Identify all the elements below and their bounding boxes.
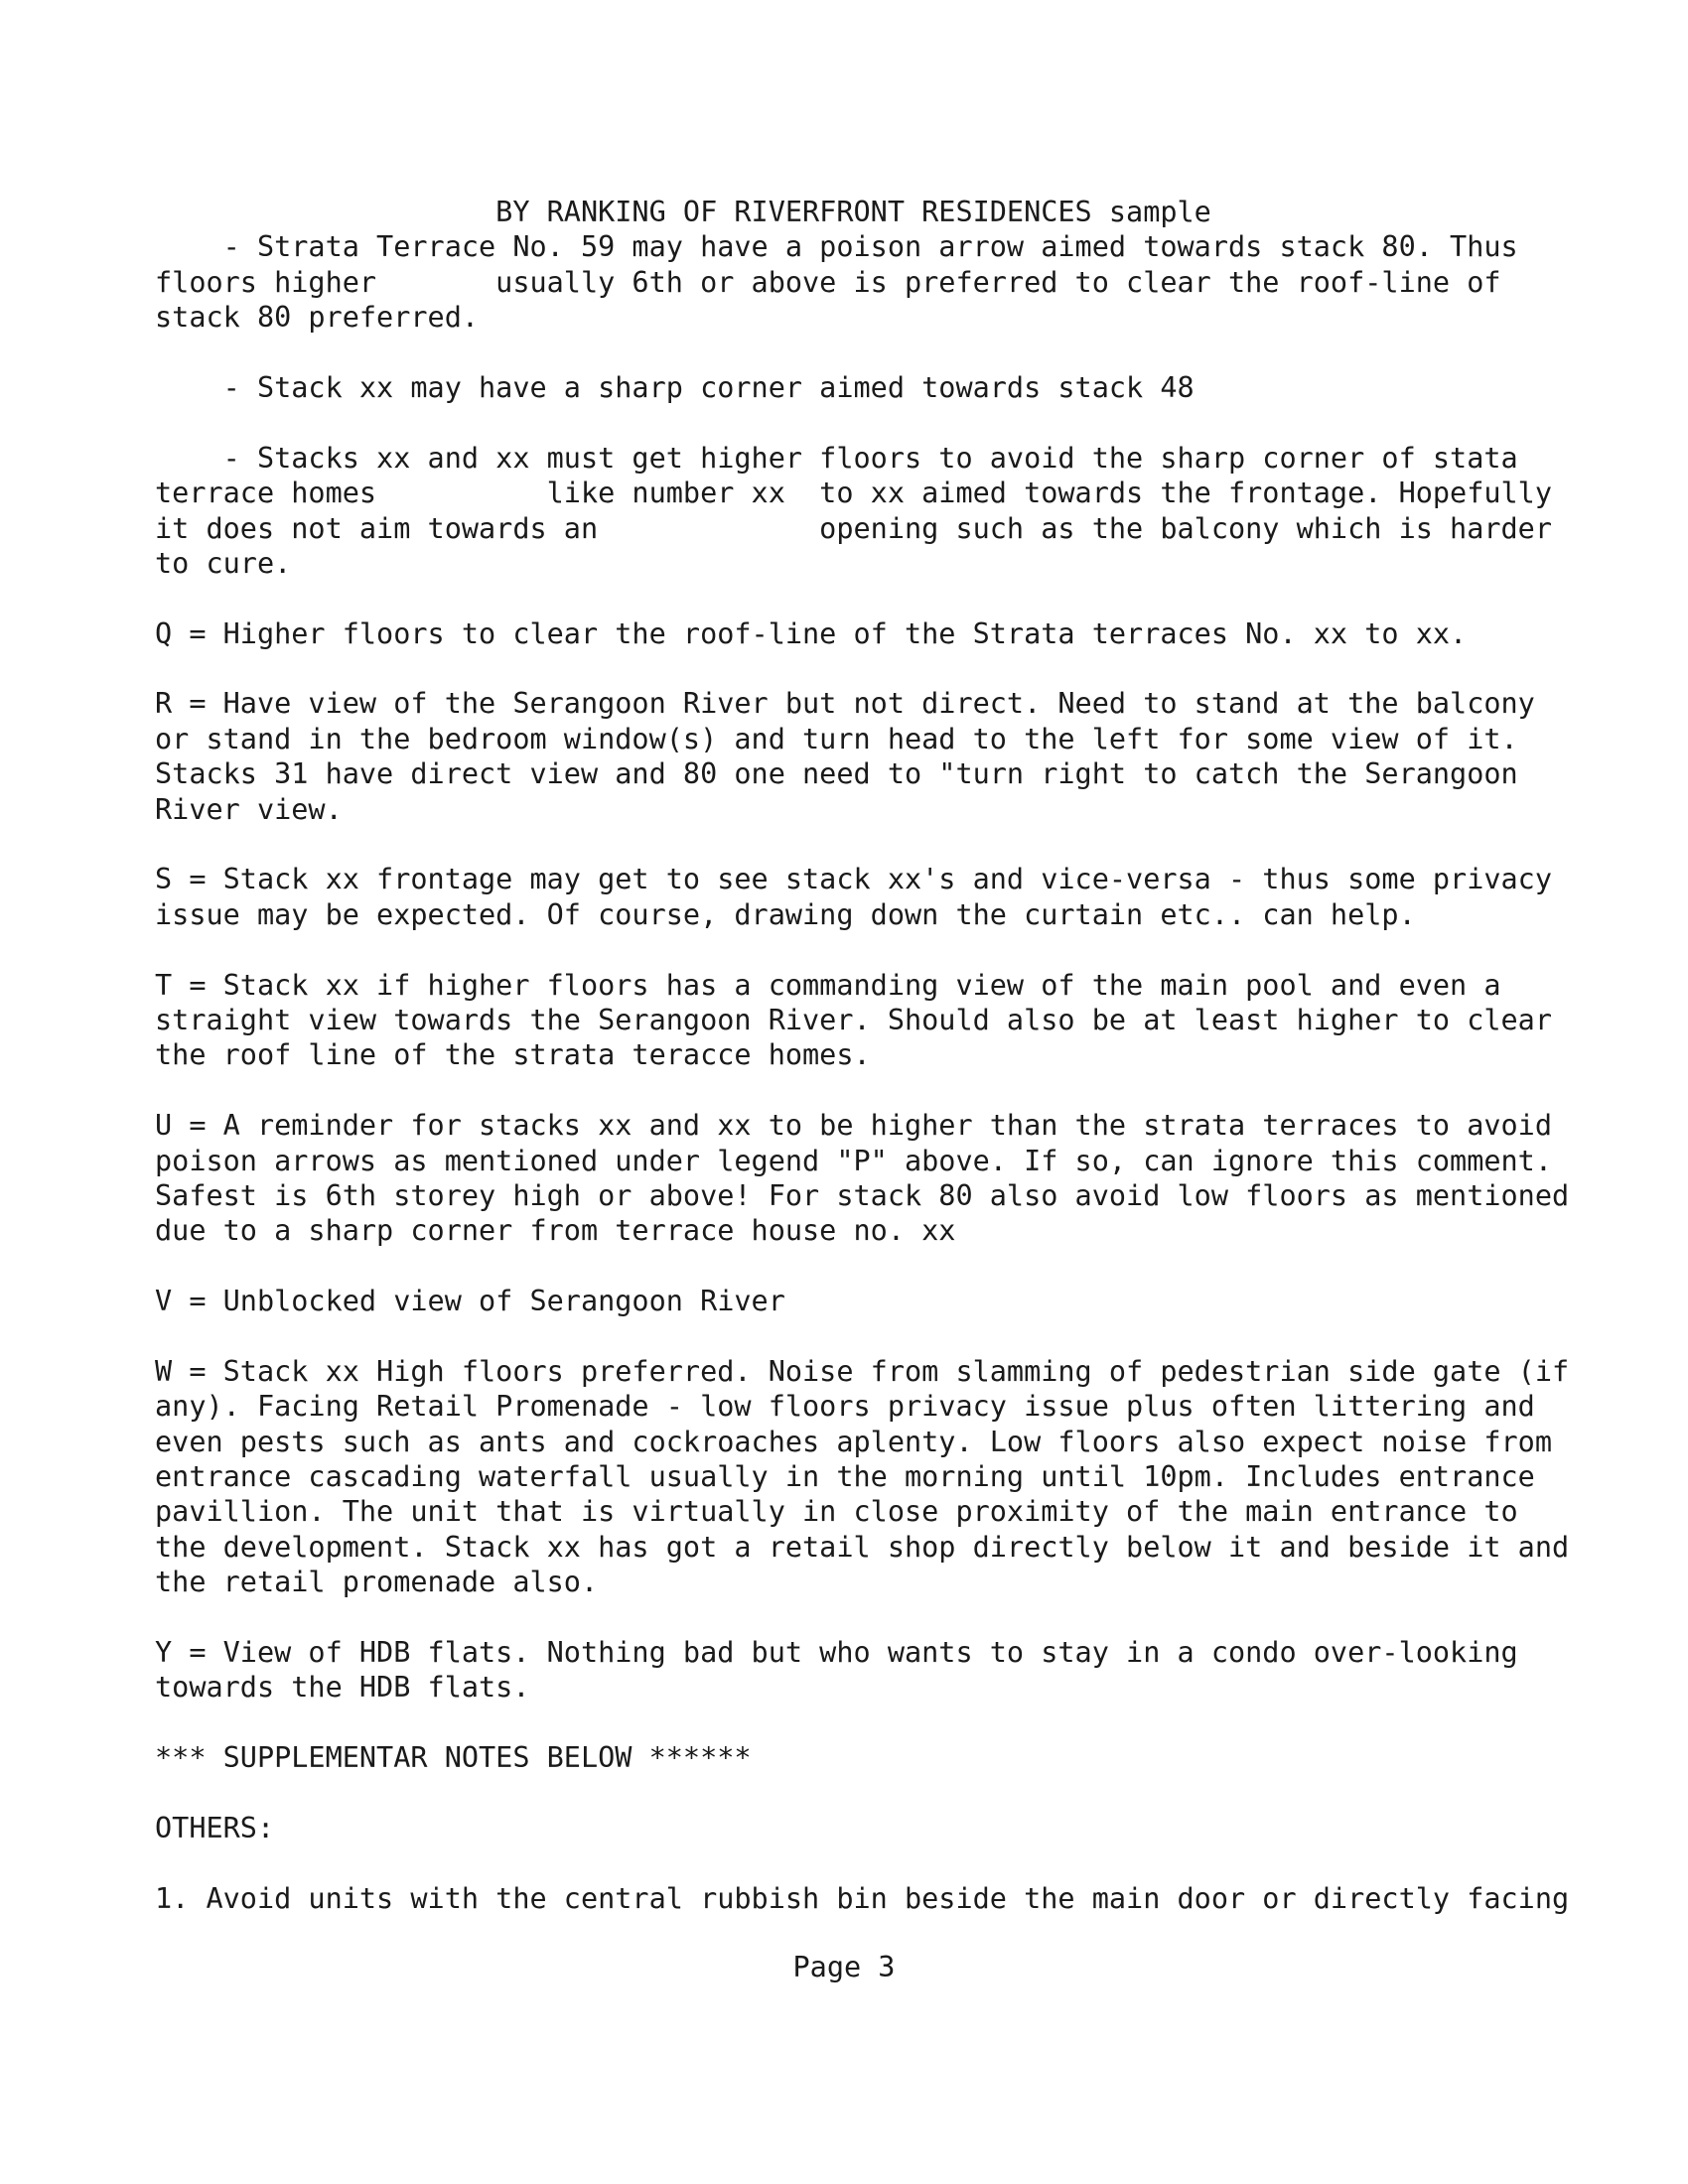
text-line: 1. Avoid units with the central rubbish bin beside the main door or directly facing [155, 1881, 1570, 1915]
text-line: OTHERS: [155, 1811, 275, 1844]
text-line [155, 651, 1565, 686]
text-line: terrace homes like number xx to xx aimed towards the frontage. Hopefully [155, 477, 1552, 510]
text-line: Q = Higher floors to clear the roof-line of the Strata terraces No. xx to xx. [155, 616, 1468, 650]
text-line [155, 1319, 1565, 1354]
text-line: V = Unblocked view of Serangoon River [155, 1285, 785, 1318]
text-line: the roof line of the strata teracce homes. [155, 1038, 871, 1072]
text-line: pavillion. The unit that is virtually in close proximity of the main entrance to [155, 1495, 1518, 1529]
text-line: W = Stack xx High floors preferred. Noise from slamming of pedestrian side gate (if [155, 1354, 1570, 1388]
text-line: towards the HDB flats. [155, 1671, 530, 1705]
text-line: - Stacks xx and xx must get higher floors to avoid the sharp corner of stata [155, 441, 1518, 475]
document-body [155, 195, 1570, 1916]
text-line: straight view towards the Serangoon River. Should also be at least higher to clear [155, 1003, 1552, 1036]
text-line [155, 1706, 1565, 1740]
text-line [155, 1249, 1565, 1284]
text-line [155, 1073, 1565, 1108]
text-line: R = Have view of the Serangoon River but not direct. Need to stand at the balcony [155, 687, 1535, 721]
text-line: River view. [155, 792, 343, 826]
page-number: Page 3 [792, 1951, 896, 1983]
text-line [155, 581, 1565, 615]
text-line [155, 405, 1565, 440]
text-line: poison arrows as mentioned under legend "P" above. If so, can ignore this comment. [155, 1144, 1552, 1177]
text-line: issue may be expected. Of course, drawing down the curtain etc.. can help. [155, 897, 1416, 931]
text-line: *** SUPPLEMENTAR NOTES BELOW ****** [155, 1741, 752, 1775]
text-line: due to a sharp corner from terrace house no. xx [155, 1214, 956, 1248]
text-line [155, 1845, 1565, 1880]
text-line: U = A reminder for stacks xx and xx to be higher than the strata terraces to avoid [155, 1109, 1552, 1143]
text-line [155, 932, 1565, 967]
text-line: the development. Stack xx has got a retail shop directly below it and beside it and [155, 1530, 1570, 1564]
text-line: to cure. [155, 546, 292, 580]
text-line: any). Facing Retail Promenade - low floors privacy issue plus often littering and [155, 1390, 1535, 1424]
text-line [155, 827, 1565, 862]
text-line: or stand in the bedroom window(s) and turn head to the left for some view of it. [155, 722, 1518, 755]
text-line: the retail promenade also. [155, 1566, 599, 1599]
text-line: it does not aim towards an opening such as the balcony which is harder [155, 511, 1552, 545]
text-line: T = Stack xx if higher floors has a commanding view of the main pool and even a [155, 968, 1501, 1002]
text-line [155, 1600, 1565, 1635]
text-line: S = Stack xx frontage may get to see stack xx's and vice-versa - thus some privacy [155, 863, 1552, 896]
text-line [155, 336, 1565, 370]
text-line: even pests such as ants and cockroaches aplenty. Low floors also expect noise from [155, 1425, 1552, 1458]
text-line: BY RANKING OF RIVERFRONT RESIDENCES sample [155, 196, 1211, 228]
text-line: stack 80 preferred. [155, 301, 480, 335]
text-line: - Stack xx may have a sharp corner aimed towards stack 48 [155, 370, 1195, 404]
text-line [155, 1776, 1565, 1811]
text-line: entrance cascading waterfall usually in the morning until 10pm. Includes entrance [155, 1460, 1535, 1494]
text-line: - Strata Terrace No. 59 may have a poison arrow aimed towards stack 80. Thus [155, 230, 1518, 264]
text-line: Stacks 31 have direct view and 80 one need to "turn right to catch the Serangoon [155, 757, 1518, 791]
text-line: Y = View of HDB flats. Nothing bad but who wants to stay in a condo over-looking [155, 1636, 1518, 1670]
text-line: floors higher usually 6th or above is preferred to clear the roof-line of [155, 265, 1501, 299]
text-line: Safest is 6th storey high or above! For stack 80 also avoid low floors as mentioned [155, 1178, 1570, 1212]
